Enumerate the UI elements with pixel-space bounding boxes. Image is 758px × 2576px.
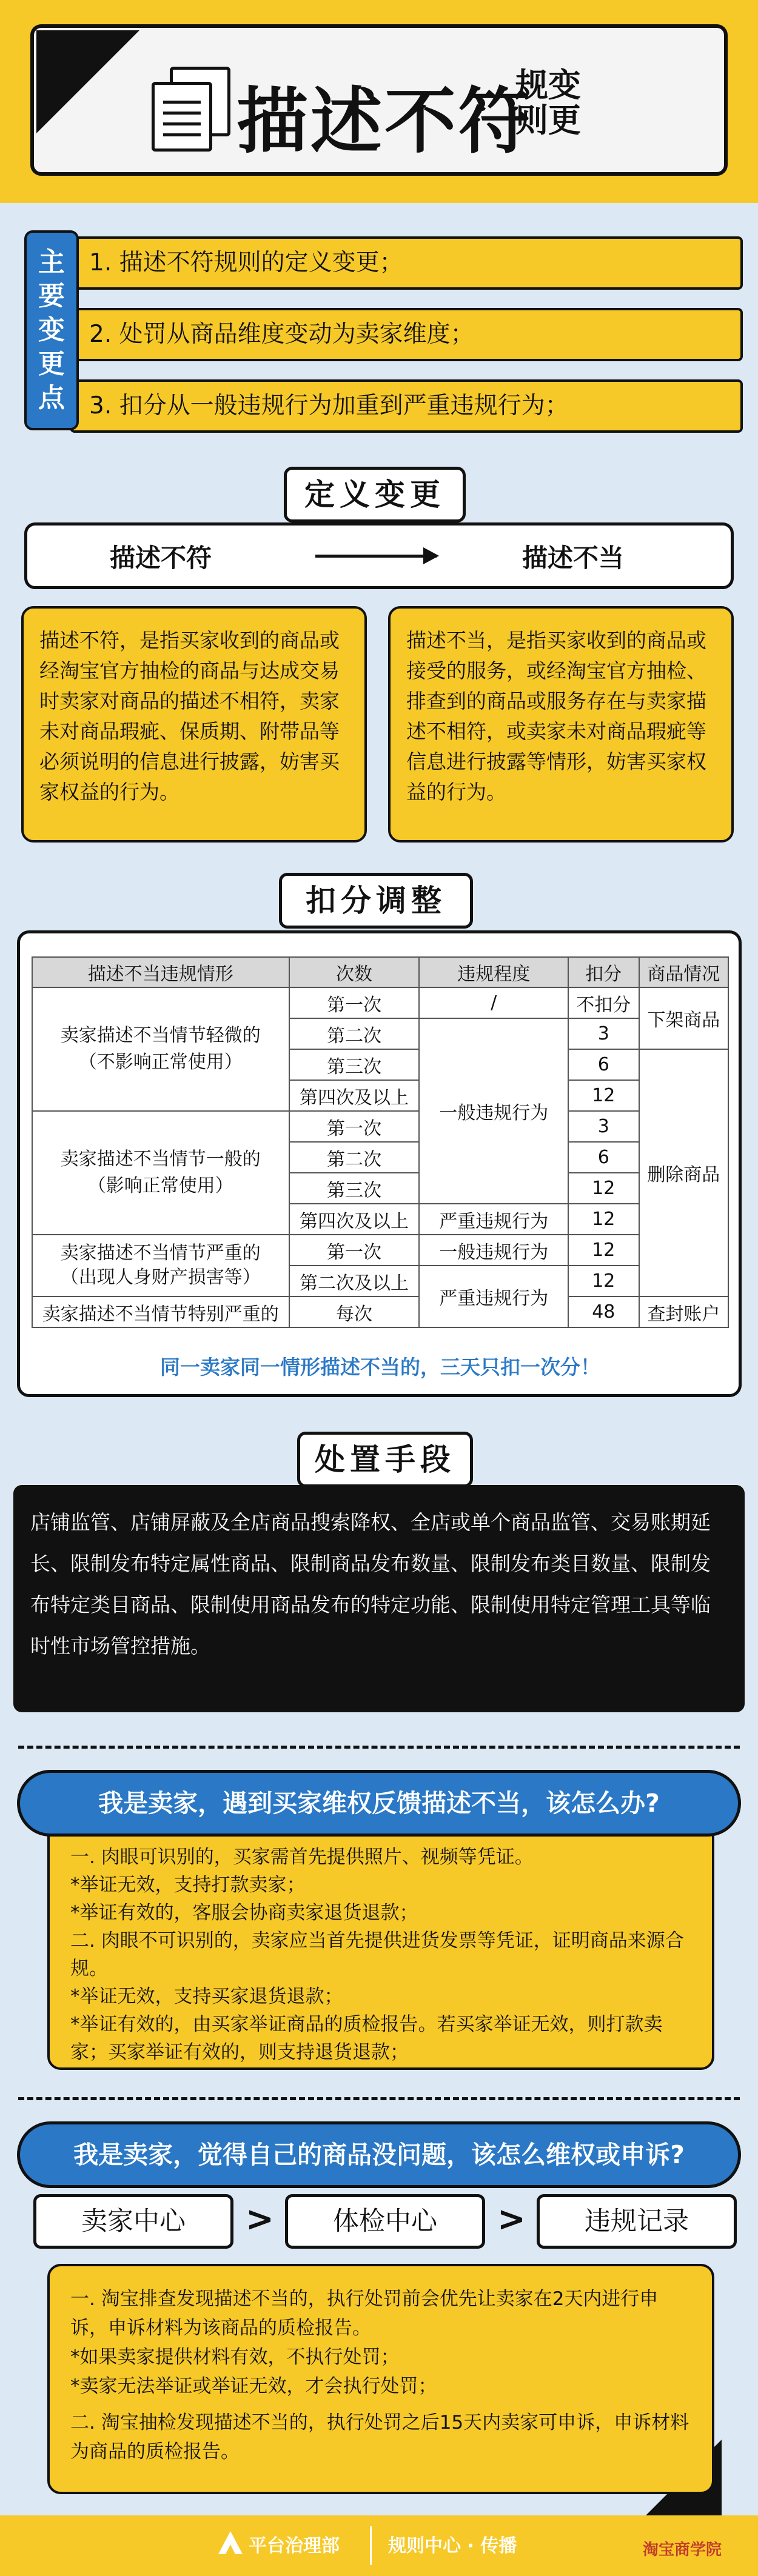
side-label-char: 变 — [38, 315, 65, 345]
table-header-row — [32, 957, 728, 987]
buyer-question-title: 我是卖家，遇到买家维权反馈描述不当，该怎么办? — [17, 1770, 741, 1837]
score-cell: 3 — [568, 1111, 639, 1142]
score-cell: 12 — [568, 1080, 639, 1111]
definition-to: 描述不当 — [522, 543, 624, 573]
level-cell: 严重违规行为 — [419, 1266, 568, 1327]
definition-from-description: 描述不符，是指买家收到的商品或经淘宝官方抽检的商品与达成交易时卖家对商品的描述不相符，卖家未对商品瑕疵、保质期、附带品等必须说明的信息进行披露，妨害买家权益的行为。 — [21, 606, 367, 843]
key-points-side-label — [24, 245, 79, 415]
side-label-char: 更 — [38, 349, 65, 379]
level-cell: 一般违规行为 — [419, 1018, 568, 1204]
definition-from: 描述不符 — [109, 543, 212, 573]
times-cell: 第一次 — [289, 1235, 420, 1266]
answer-line: *如果卖家提供材料有效，不执行处罚； — [70, 2346, 400, 2368]
buyer-question-answer — [47, 1821, 714, 2070]
side-label-char: 主 — [38, 247, 65, 278]
table-header: 描述不当违规情形 — [32, 957, 289, 987]
answer-line: 二. 淘宝抽检发现描述不当的，执行处罚之后15天内卖家可申诉，申诉材料为商品的质检报告。 — [70, 2412, 689, 2463]
step-seller-center: 卖家中心 — [33, 2194, 233, 2249]
times-cell: 第二次及以上 — [289, 1266, 420, 1296]
footer-divider — [370, 2526, 372, 2565]
answer-line: *举证有效的，客服会协商卖家退货退款； — [70, 1902, 418, 1924]
corner-triangle-decoration — [36, 30, 139, 133]
side-label-char: 点 — [38, 382, 65, 413]
arrow-right-icon — [315, 555, 437, 558]
times-cell: 第四次及以上 — [289, 1080, 420, 1111]
table-row — [32, 1296, 728, 1327]
answer-line: *举证无效，支持买家退货退款； — [70, 1986, 343, 2007]
footer-logo-rules: 规则中心 · 传播 — [388, 2535, 517, 2557]
situation-cell: 卖家描述不当情节特别严重的 — [32, 1296, 289, 1327]
answer-line: 一. 肉眼可识别的，买家需首先提供照片、视频等凭证。 — [70, 1846, 534, 1868]
goods-cell: 下架商品 — [639, 987, 728, 1049]
times-cell: 第二次 — [289, 1018, 420, 1049]
document-icon — [152, 82, 212, 152]
times-cell: 第三次 — [289, 1173, 420, 1204]
dashed-divider — [18, 1746, 740, 1749]
answer-line: *卖家无法举证或举证无效，才会执行处罚； — [70, 2375, 437, 2397]
definition-to-description: 描述不当，是指买家收到的商品或接受的服务，或经淘宝官方抽检、排查到的商品或服务存在与卖家描述不相符，或卖家未对商品瑕疵等信息进行披露等情形，妨害买家权益的行为。 — [388, 606, 734, 843]
side-label-char: 要 — [38, 281, 65, 312]
table-row — [32, 1235, 728, 1266]
times-cell: 第二次 — [289, 1142, 420, 1173]
platform-logo-icon — [215, 2529, 246, 2557]
measures-text: 店铺监管、店铺屏蔽及全店商品搜索降权、全店或单个商品监管、交易账期延长、限制发布特定属性商品、限制商品发布数量、限制发布类目数量、限制发布特定类目商品、限制使用商品发布的特定功能、限制使用特定管理工具等临时性市场管控措施。 — [13, 1485, 745, 1712]
table-row — [32, 987, 728, 1018]
section-title-definition: 定义变更 — [284, 467, 466, 522]
footer-logo-platform: 平台治理部 — [249, 2535, 340, 2557]
chevron-right-icon: > — [246, 2200, 274, 2239]
page-subtitle-line: 规变 — [515, 66, 581, 104]
answer-line: 二. 肉眼不可识别的，卖家应当首先提供进货发票等凭证，证明商品来源合规。 — [70, 1930, 684, 1980]
answer-line: *举证无效，支持打款卖家； — [70, 1874, 306, 1896]
table-header: 商品情况 — [639, 957, 728, 987]
section-title-measures: 处置手段 — [297, 1432, 473, 1487]
score-cell: 6 — [568, 1049, 639, 1080]
chevron-right-icon: > — [497, 2200, 526, 2239]
situation-cell: 卖家描述不当情节轻微的 （不影响正常使用） — [32, 987, 289, 1111]
answer-line: *举证有效的，由买家举证商品的质检报告。若买家举证无效，则打款卖家；买家举证有效的，则支持退货退款； — [70, 2014, 663, 2063]
score-cell: 48 — [568, 1296, 639, 1327]
score-cell: 12 — [568, 1173, 639, 1204]
situation-cell: 卖家描述不当情节一般的 （影响正常使用） — [32, 1111, 289, 1235]
times-cell: 每次 — [289, 1296, 420, 1327]
table-header: 扣分 — [568, 957, 639, 987]
page-subtitle-line: 则更 — [515, 101, 581, 139]
level-cell: 一般违规行为 — [419, 1235, 568, 1266]
dashed-divider — [18, 2097, 740, 2100]
times-cell: 第一次 — [289, 1111, 420, 1142]
score-cell: 12 — [568, 1235, 639, 1266]
step-health-center: 体检中心 — [285, 2194, 485, 2249]
goods-cell: 删除商品 — [639, 1049, 728, 1296]
section-title-deduction: 扣分调整 — [279, 873, 473, 929]
score-cell: 12 — [568, 1266, 639, 1296]
level-cell: / — [419, 987, 568, 1018]
goods-cell: 查封账户 — [639, 1296, 728, 1327]
key-point-item: 1. 描述不符规则的定义变更； — [70, 236, 743, 290]
footer-brand: 淘宝商学院 — [643, 2541, 722, 2559]
score-cell: 12 — [568, 1204, 639, 1235]
page-title: 描述不符 — [236, 79, 533, 163]
times-cell: 第一次 — [289, 987, 420, 1018]
score-cell: 不扣分 — [568, 987, 639, 1018]
score-cell: 6 — [568, 1142, 639, 1173]
seller-question-answer — [47, 2264, 714, 2494]
level-cell: 严重违规行为 — [419, 1204, 568, 1235]
key-point-item: 3. 扣分从一般违规行为加重到严重违规行为； — [70, 379, 743, 433]
deduction-note: 同一卖家同一情形描述不当的，三天只扣一次分！ — [160, 1355, 600, 1379]
times-cell: 第四次及以上 — [289, 1204, 420, 1235]
table-row — [32, 1111, 728, 1142]
seller-question-title: 我是卖家，觉得自己的商品没问题，该怎么维权或申诉? — [17, 2121, 741, 2188]
table-header: 违规程度 — [419, 957, 568, 987]
score-cell: 3 — [568, 1018, 639, 1049]
times-cell: 第三次 — [289, 1049, 420, 1080]
step-violation-record: 违规记录 — [537, 2194, 737, 2249]
table-header: 次数 — [289, 957, 420, 987]
answer-line: 一. 淘宝排查发现描述不当的，执行处罚前会优先让卖家在2天内进行申诉，申诉材料为该商品的质检报告。 — [70, 2288, 659, 2339]
situation-cell: 卖家描述不当情节严重的 （出现人身财产损害等） — [32, 1235, 289, 1296]
page-subtitle — [515, 68, 594, 138]
deduction-table — [32, 956, 729, 1328]
key-point-item: 2. 处罚从商品维度变动为卖家维度； — [70, 308, 743, 361]
